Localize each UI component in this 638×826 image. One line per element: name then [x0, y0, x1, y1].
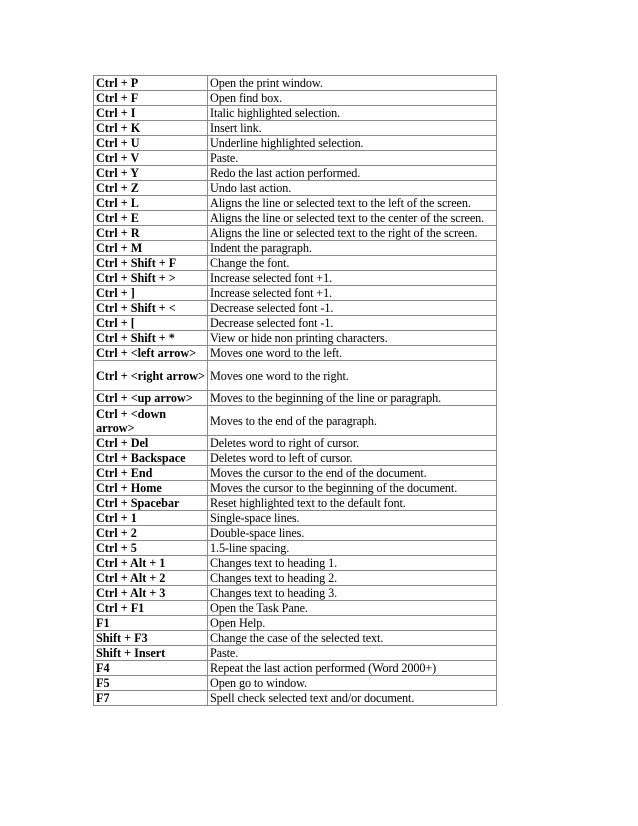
shortcut-key-cell: Ctrl + 5 [94, 541, 208, 556]
shortcut-description-cell: Increase selected font +1. [208, 271, 497, 286]
shortcut-table-body [94, 76, 497, 706]
shortcut-key-cell: Ctrl + <down arrow> [94, 406, 208, 436]
table-row [94, 181, 497, 196]
shortcut-key-cell: Ctrl + E [94, 211, 208, 226]
shortcut-description-cell: Repeat the last action performed (Word 2000+) [208, 661, 497, 676]
shortcut-key-cell: Ctrl + Shift + > [94, 271, 208, 286]
shortcut-description-cell: Italic highlighted selection. [208, 106, 497, 121]
shortcut-key-cell: Shift + F3 [94, 631, 208, 646]
shortcut-description-cell: Change the case of the selected text. [208, 631, 497, 646]
table-row [94, 346, 497, 361]
shortcut-key-cell: F7 [94, 691, 208, 706]
table-row [94, 286, 497, 301]
table-row [94, 451, 497, 466]
shortcut-key-cell: Ctrl + M [94, 241, 208, 256]
shortcut-key-cell: Ctrl + K [94, 121, 208, 136]
table-row [94, 511, 497, 526]
shortcut-key-cell: Ctrl + Alt + 3 [94, 586, 208, 601]
shortcut-key-cell: Ctrl + Z [94, 181, 208, 196]
shortcut-key-cell: Ctrl + Del [94, 436, 208, 451]
table-row [94, 121, 497, 136]
shortcut-description-cell: Redo the last action performed. [208, 166, 497, 181]
shortcut-description-cell: Underline highlighted selection. [208, 136, 497, 151]
shortcut-description-cell: Single-space lines. [208, 511, 497, 526]
shortcut-description-cell: Changes text to heading 2. [208, 571, 497, 586]
shortcut-description-cell: View or hide non printing characters. [208, 331, 497, 346]
shortcut-description-cell: Double-space lines. [208, 526, 497, 541]
shortcut-key-cell: Ctrl + ] [94, 286, 208, 301]
shortcut-key-cell: Ctrl + 2 [94, 526, 208, 541]
shortcut-key-cell: Ctrl + Y [94, 166, 208, 181]
shortcut-description-cell: Moves the cursor to the end of the document. [208, 466, 497, 481]
table-row [94, 691, 497, 706]
shortcut-description-cell: Decrease selected font -1. [208, 301, 497, 316]
table-row [94, 331, 497, 346]
table-row [94, 481, 497, 496]
shortcut-description-cell: Deletes word to right of cursor. [208, 436, 497, 451]
table-row [94, 466, 497, 481]
table-row [94, 586, 497, 601]
shortcut-description-cell: Aligns the line or selected text to the center of the screen. [208, 211, 497, 226]
table-row [94, 526, 497, 541]
shortcut-description-cell: Moves the cursor to the beginning of the document. [208, 481, 497, 496]
shortcut-key-cell: Ctrl + V [94, 151, 208, 166]
shortcut-description-cell: Changes text to heading 3. [208, 586, 497, 601]
shortcut-key-cell: Ctrl + P [94, 76, 208, 91]
table-row [94, 676, 497, 691]
table-row [94, 316, 497, 331]
shortcut-description-cell: Increase selected font +1. [208, 286, 497, 301]
table-row [94, 556, 497, 571]
table-row [94, 661, 497, 676]
table-row [94, 136, 497, 151]
shortcut-description-cell: Spell check selected text and/or document. [208, 691, 497, 706]
shortcut-key-cell: Ctrl + F1 [94, 601, 208, 616]
shortcut-key-cell: Shift + Insert [94, 646, 208, 661]
table-row [94, 301, 497, 316]
shortcut-key-cell: F5 [94, 676, 208, 691]
shortcut-key-cell: Ctrl + Alt + 2 [94, 571, 208, 586]
table-row [94, 616, 497, 631]
shortcut-description-cell: Moves to the beginning of the line or paragraph. [208, 391, 497, 406]
shortcut-key-cell: Ctrl + Shift + F [94, 256, 208, 271]
shortcut-key-cell: F4 [94, 661, 208, 676]
shortcut-description-cell: Decrease selected font -1. [208, 316, 497, 331]
shortcut-key-cell: Ctrl + I [94, 106, 208, 121]
table-row [94, 541, 497, 556]
shortcut-key-cell: Ctrl + End [94, 466, 208, 481]
shortcut-key-cell: F1 [94, 616, 208, 631]
table-row [94, 601, 497, 616]
table-row [94, 361, 497, 391]
shortcut-description-cell: Open the Task Pane. [208, 601, 497, 616]
shortcut-description-cell: Paste. [208, 151, 497, 166]
table-row [94, 226, 497, 241]
table-row [94, 646, 497, 661]
shortcut-description-cell: 1.5-line spacing. [208, 541, 497, 556]
table-row [94, 76, 497, 91]
shortcut-description-cell: Changes text to heading 1. [208, 556, 497, 571]
shortcut-key-cell: Ctrl + Spacebar [94, 496, 208, 511]
shortcut-description-cell: Indent the paragraph. [208, 241, 497, 256]
shortcut-key-cell: Ctrl + <left arrow> [94, 346, 208, 361]
table-row [94, 271, 497, 286]
shortcut-description-cell: Moves one word to the right. [208, 361, 497, 391]
table-row [94, 496, 497, 511]
table-row [94, 406, 497, 436]
shortcut-description-cell: Open find box. [208, 91, 497, 106]
table-row [94, 436, 497, 451]
shortcut-description-cell: Open Help. [208, 616, 497, 631]
table-row [94, 571, 497, 586]
shortcut-description-cell: Moves to the end of the paragraph. [208, 406, 497, 436]
table-row [94, 91, 497, 106]
table-row [94, 151, 497, 166]
shortcut-description-cell: Change the font. [208, 256, 497, 271]
table-row [94, 256, 497, 271]
shortcut-description-cell: Insert link. [208, 121, 497, 136]
shortcut-key-cell: Ctrl + <up arrow> [94, 391, 208, 406]
table-row [94, 196, 497, 211]
table-row [94, 211, 497, 226]
table-row [94, 166, 497, 181]
shortcut-key-cell: Ctrl + Shift + < [94, 301, 208, 316]
table-row [94, 241, 497, 256]
shortcut-description-cell: Aligns the line or selected text to the left of the screen. [208, 196, 497, 211]
shortcut-key-cell: Ctrl + F [94, 91, 208, 106]
shortcut-description-cell: Open go to window. [208, 676, 497, 691]
shortcut-description-cell: Open the print window. [208, 76, 497, 91]
table-row [94, 106, 497, 121]
shortcut-key-cell: Ctrl + R [94, 226, 208, 241]
shortcut-description-cell: Aligns the line or selected text to the right of the screen. [208, 226, 497, 241]
shortcut-key-cell: Ctrl + Alt + 1 [94, 556, 208, 571]
table-row [94, 631, 497, 646]
shortcut-key-cell: Ctrl + U [94, 136, 208, 151]
shortcut-key-cell: Ctrl + Backspace [94, 451, 208, 466]
shortcut-key-cell: Ctrl + [ [94, 316, 208, 331]
shortcut-key-cell: Ctrl + 1 [94, 511, 208, 526]
shortcut-description-cell: Deletes word to left of cursor. [208, 451, 497, 466]
shortcut-table [93, 75, 497, 706]
shortcut-key-cell: Ctrl + Home [94, 481, 208, 496]
shortcut-description-cell: Moves one word to the left. [208, 346, 497, 361]
shortcut-key-cell: Ctrl + Shift + * [94, 331, 208, 346]
table-row [94, 391, 497, 406]
shortcut-key-cell: Ctrl + L [94, 196, 208, 211]
shortcut-key-cell: Ctrl + <right arrow> [94, 361, 208, 391]
shortcut-description-cell: Undo last action. [208, 181, 497, 196]
shortcut-description-cell: Paste. [208, 646, 497, 661]
shortcut-description-cell: Reset highlighted text to the default font. [208, 496, 497, 511]
